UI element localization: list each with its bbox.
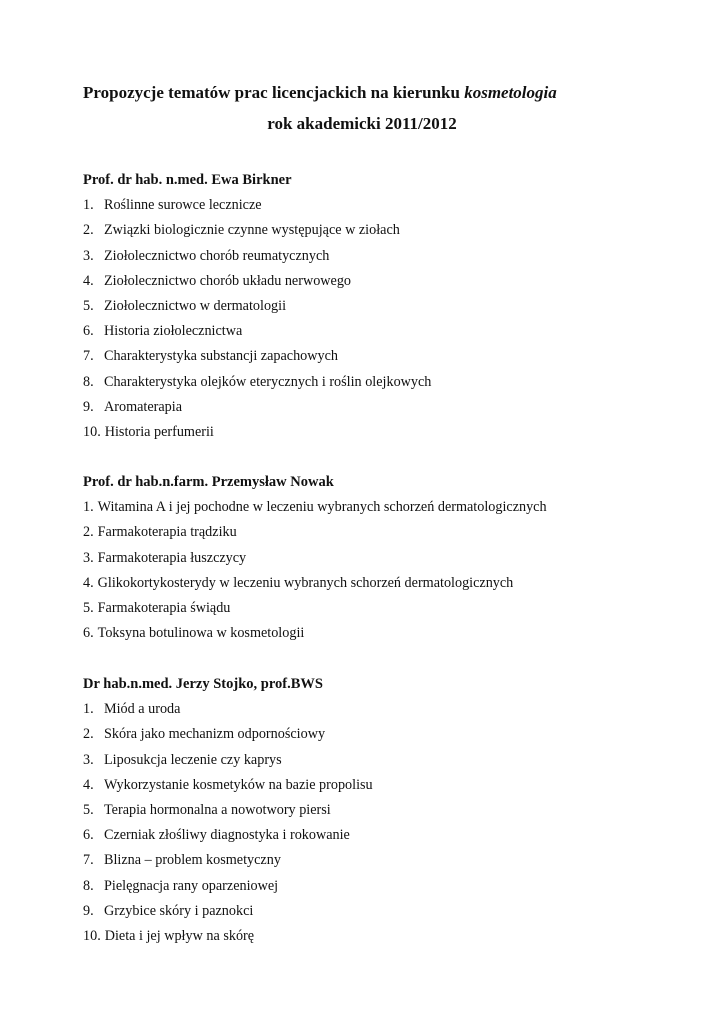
item-text: Wykorzystanie kosmetyków na bazie propolisu bbox=[104, 776, 373, 793]
item-number: 7. bbox=[83, 348, 94, 365]
list-item bbox=[83, 548, 547, 573]
list-item bbox=[83, 800, 373, 825]
list-item bbox=[83, 321, 431, 346]
item-text: Aromaterapia bbox=[104, 398, 182, 415]
document-subtitle: rok akademicki 2011/2012 bbox=[267, 114, 457, 133]
list-item bbox=[83, 422, 431, 447]
item-number: 10. bbox=[83, 423, 101, 440]
item-text: Terapia hormonalna a nowotwory piersi bbox=[104, 801, 331, 818]
list-item bbox=[83, 724, 373, 749]
list-item bbox=[83, 220, 431, 245]
item-number: 1. bbox=[83, 197, 94, 214]
item-number: 6. bbox=[83, 625, 94, 642]
list-item bbox=[83, 522, 547, 547]
item-text: Ziołolecznictwo chorób reumatycznych bbox=[104, 247, 330, 264]
item-text: Charakterystyka olejków eterycznych i roślin olejkowych bbox=[104, 373, 432, 390]
item-text: Grzybice skóry i paznokci bbox=[104, 902, 254, 919]
item-text: Historia ziołolecznictwa bbox=[104, 323, 243, 340]
item-text: Skóra jako mechanizm odpornościowy bbox=[104, 726, 326, 743]
item-text: Ziołolecznictwo w dermatologii bbox=[104, 297, 287, 314]
list-item bbox=[83, 750, 373, 775]
list-item bbox=[83, 271, 431, 296]
item-text: Charakterystyka substancji zapachowych bbox=[104, 348, 339, 365]
item-text: Blizna – problem kosmetyczny bbox=[104, 852, 281, 869]
list-item bbox=[83, 497, 547, 522]
list-item bbox=[83, 699, 373, 724]
item-number: 7. bbox=[83, 852, 94, 869]
item-number: 6. bbox=[83, 323, 94, 340]
item-text: Witamina A i jej pochodne w leczeniu wybranych schorzeń dermatologicznych bbox=[97, 499, 547, 516]
item-text: Glikokortykosterydy w leczeniu wybranych schorzeń dermatologicznych bbox=[97, 574, 514, 591]
list-item bbox=[83, 397, 431, 422]
item-text: Związki biologicznie czynne występujące w ziołach bbox=[104, 222, 400, 239]
item-number: 1. bbox=[83, 499, 94, 516]
item-number: 5. bbox=[83, 297, 94, 314]
item-text: Roślinne surowce lecznicze bbox=[104, 197, 262, 214]
item-text: Dieta i jej wpływ na skórę bbox=[104, 927, 255, 944]
list-item bbox=[83, 926, 373, 951]
item-text: Farmakoterapia łuszczycy bbox=[97, 549, 247, 566]
item-text: Czerniak złośliwy diagnostyka i rokowanie bbox=[104, 827, 350, 844]
item-number: 9. bbox=[83, 398, 94, 415]
item-number: 2. bbox=[83, 726, 94, 743]
list-item bbox=[83, 825, 373, 850]
item-number: 3. bbox=[83, 549, 94, 566]
list-item bbox=[83, 573, 547, 598]
item-text: Historia perfumerii bbox=[104, 423, 214, 440]
item-text: Farmakoterapia świądu bbox=[97, 599, 231, 616]
list-item bbox=[83, 346, 431, 371]
item-number: 4. bbox=[83, 776, 94, 793]
section-nowak bbox=[83, 472, 547, 648]
item-number: 8. bbox=[83, 373, 94, 390]
item-number: 10. bbox=[83, 927, 101, 944]
item-number: 6. bbox=[83, 827, 94, 844]
item-number: 4. bbox=[83, 272, 94, 289]
list-item bbox=[83, 901, 373, 926]
list-item bbox=[83, 775, 373, 800]
item-text: Liposukcja leczenie czy kaprys bbox=[104, 751, 282, 768]
item-number: 5. bbox=[83, 599, 94, 616]
item-text: Toksyna botulinowa w kosmetologii bbox=[97, 625, 305, 642]
list-item bbox=[83, 623, 547, 648]
item-number: 2. bbox=[83, 524, 94, 541]
list-item bbox=[83, 372, 431, 397]
item-number: 4. bbox=[83, 574, 94, 591]
list-item bbox=[83, 296, 431, 321]
item-number: 9. bbox=[83, 902, 94, 919]
item-number: 5. bbox=[83, 801, 94, 818]
list-item bbox=[83, 876, 373, 901]
item-text: Ziołolecznictwo chorób układu nerwowego bbox=[104, 272, 352, 289]
list-item bbox=[83, 598, 547, 623]
document-title bbox=[83, 83, 557, 103]
list-item bbox=[83, 850, 373, 875]
item-number: 3. bbox=[83, 751, 94, 768]
section-stojko bbox=[83, 674, 373, 951]
section-heading: Prof. dr hab. n.med. Ewa Birkner bbox=[83, 172, 292, 188]
item-text: Farmakoterapia trądziku bbox=[97, 524, 237, 541]
title-text: Propozycje tematów prac licencjackich na kierunku bbox=[83, 83, 465, 102]
item-number: 2. bbox=[83, 222, 94, 239]
item-text: Miód a uroda bbox=[104, 701, 181, 718]
item-number: 1. bbox=[83, 701, 94, 718]
item-number: 8. bbox=[83, 877, 94, 894]
title-emphasis: kosmetologia bbox=[464, 83, 557, 102]
item-text: Pielęgnacja rany oparzeniowej bbox=[104, 877, 279, 894]
list-item bbox=[83, 246, 431, 271]
section-birkner bbox=[83, 170, 431, 447]
section-heading: Prof. dr hab.n.farm. Przemysław Nowak bbox=[83, 474, 334, 490]
item-number: 3. bbox=[83, 247, 94, 264]
section-heading: Dr hab.n.med. Jerzy Stojko, prof.BWS bbox=[83, 676, 323, 692]
list-item bbox=[83, 195, 431, 220]
